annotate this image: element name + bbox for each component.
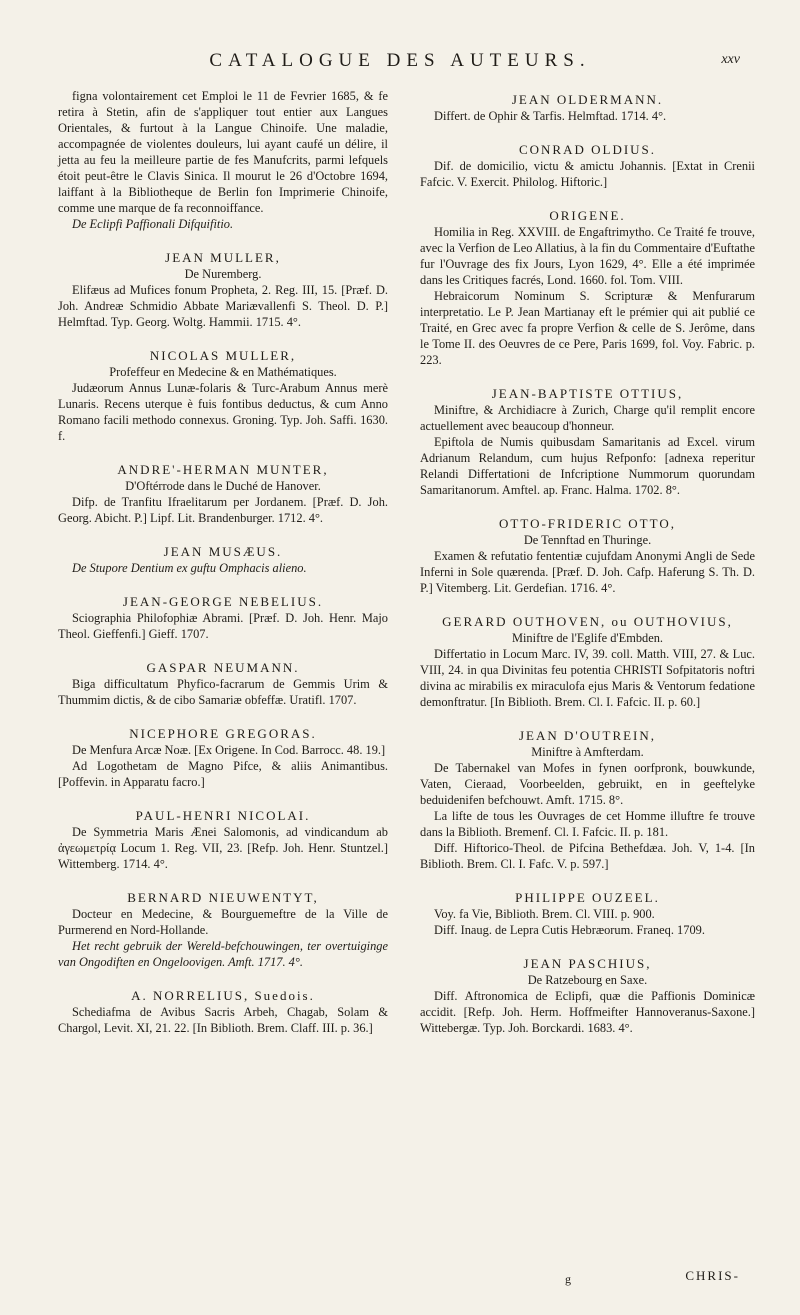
author-heading: JEAN PASCHIUS, [523,956,652,971]
bibliography-entry: La lifte de tous les Ouvrages de cet Homme illuftre fe trouve dans la Biblioth. Bremenf. Cl. I. Fafcic. II. p. 181. [420,809,755,839]
bibliography-entry: Biga difficultatum Phyfico-facrarum de Gemmis Urim & Thummim dictis, & de cibo Samariæ obfeffæ. Uratifl. 1707. [58,677,388,707]
author-heading: ORIGENE. [549,208,626,223]
bibliography-entry: Ad Logothetam de Magno Pifce, & aliis Animantibus. [Poffevin. in Apparatu facro.] [58,759,388,789]
author-heading: JEAN-BAPTISTE OTTIUS, [491,386,684,401]
intro-title: De Eclipfi Paffionali Difquifitio. [72,217,234,231]
bibliography-entry: Elifæus ad Mufices fonum Propheta, 2. Reg. III, 15. [Præf. D. Joh. Andreæ Schmidio Abbate Mariævallenfi S. Theol. D. P.] Helmftad. Typ. Georg. Woltg. Hammii. 1715. 4°. [58,283,388,329]
bibliography-entry: De Menfura Arcæ Noæ. [Ex Origene. In Cod. Barrocc. 48. 19.] [72,743,386,757]
page-number: xxv [721,52,740,67]
author-subheading: Miniftre de l'Eglife d'Embden. [511,631,664,645]
author-heading: PHILIPPE OUZEEL. [515,890,660,905]
bibliography-entry: De Tabernakel van Mofes in fynen oorfpronk, bouwkunde, Vaten, Cieraad, Voorbeelden, gebruikt, en in geeftelyke beduidenifen befchouwt. Amft. 1715. 8°. [420,761,755,807]
author-heading: JEAN MUSÆUS. [163,544,283,559]
bibliography-entry: Sciographia Philofophiæ Abrami. [Præf. D. Joh. Henr. Majo Theol. Gieffenfi.] Gieff. 1707. [58,611,388,641]
author-heading: GERARD OUTHOVEN, ou OUTHOVIUS, [442,614,733,629]
author-heading: JEAN D'OUTREIN, [518,728,657,743]
bibliography-entry: Examen & refutatio fententiæ cujufdam Anonymi Angli de Sede Inferni in Sole quærenda. [Præf. D. Joh. Cafp. Haferung S. Th. D. P.] Vitemberg. Lit. Gerdefian. 1716. 4°. [420,549,755,595]
author-heading: NICEPHORE GREGORAS. [129,726,317,741]
bibliography-entry: Dif. de domicilio, victu & amictu Johannis. [Extat in Crenii Fafcic. V. Exercit. Philolog. Hiftoric.] [420,159,755,189]
author-subheading: D'Oftérrode dans le Duché de Hanover. [125,479,321,493]
author-heading: OTTO-FRIDERIC OTTO, [499,516,676,531]
bibliography-entry: Voy. fa Vie, Biblioth. Brem. Cl. VIII. p. 900. [434,907,655,921]
author-subheading: De Ratzebourg en Saxe. [527,973,648,987]
bibliography-entry: Het recht gebruik der Wereld-befchouwingen, ter overtuiginge van Ongodiften en Ongeloovigen. Amft. 1717. 4°. [58,939,388,969]
author-heading: PAUL-HENRI NICOLAI. [135,808,311,823]
bibliography-entry: Diff. Aftronomica de Eclipfi, quæ die Paffionis Dominicæ accidit. [Refp. Joh. Herm. Hoffmeifter Hannoveranus-Saxone.] Wittebergæ. Typ. Joh. Borckardi. 1683. 4°. [420,989,755,1035]
bibliography-entry: Differt. de Ophir & Tarfis. Helmftad. 1714. 4°. [434,109,667,123]
bibliography-entry: Schediafma de Avibus Sacris Arbeh, Chagab, Solam & Chargol, Levit. XI, 21. 22. [In Biblioth. Brem. Claff. III. p. 36.] [58,1005,388,1035]
bibliography-entry: Diff. Inaug. de Lepra Cutis Hebræorum. Franeq. 1709. [434,923,705,937]
author-heading: JEAN OLDERMANN. [511,92,664,107]
intro-paragraph: figna volontairement cet Emploi le 11 de Fevrier 1685, & fe retira à Stetin, afin de s'appliquer tout entier aux Langues Orientales, & furtout à la Langue Chinoife. Une maladie, accompagnée de violentes douleurs, lui ayant caufé un délire, il jetta au feu la meilleure partie de fes Manufcrits, parmi lefquels étoit peut-être le Clavis Sinica. Il mourut le 26 d'Octobre 1694, laiffant à la Bibliotheque de Berlin fon Imprimerie Chinoife, comme une marque de fa reconnoiffance. [58,89,388,215]
running-title: CATALOGUE DES AUTEURS. [209,50,591,71]
author-heading: JEAN-GEORGE NEBELIUS. [122,594,324,609]
author-heading: JEAN MULLER, [165,250,281,265]
author-heading: CONRAD OLDIUS. [518,142,657,157]
signature-mark: g [565,1272,571,1286]
bibliography-entry: Homilia in Reg. XXVIII. de Engaftrimytho. Ce Traité fe trouve, avec la Verfion de Leo Allatius, à la fin du Commentaire d'Euftathe fur l'Ouvrage des fix Jours, Lyon 1629, 4°. Elle a été imprimée dans les Critiques facrés, Lond. 1660. fol. Tom. VIII. [420,225,755,287]
bibliography-entry: De Symmetria Maris Ænei Salomonis, ad vindicandum ab ἀγεωμετρίᾳ Locum 1. Reg. VII, 23. [Refp. Joh. Henr. Stuntzel.] Wittemberg. 1714. 4°. [58,825,388,871]
author-subheading: Miniftre, & Archidiacre à Zurich, Charge qu'il remplit encore actuellement avec beaucoup d'honneur. [420,403,755,433]
bibliography-entry: Epiftola de Numis quibusdam Samaritanis ad Excel. virum Adrianum Relandum, cum hujus Refponfo: [adnexa reperitur Relandi Differtationi de Infcriptione Nummorum quorundam Samaritanorum. Amftel. ap. Franc. Halma. 1702. 8°. [420,435,755,497]
bibliography-entry: Hebraicorum Nominum S. Scripturæ & Menfurarum interpretatio. Le P. Jean Martianay eft le prémier qui ait publié ce Traité, en Grec avec fa propre Verfion & celle de S. Jerôme, dans le Tome II. des Oeuvres de ce Pere, Paris 1699, fol. Voy. Fabric. p. 223. [420,289,755,367]
author-heading: GASPAR NEUMANN. [146,660,300,675]
bibliography-entry: Diff. Hiftorico-Theol. de Pifcina Bethefdæa. Joh. V, 1-4. [In Biblioth. Brem. Cl. I. Fafc. V. p. 597.] [420,841,755,871]
bibliography-entry: Differtatio in Locum Marc. IV, 39. coll. Matth. VIII, 27. & Luc. VIII, 24. in qua Divinitas feu potentia CHRISTI Sofpitatoris noftri divina ac mirabilis ex miraculofa ejus Maris & Ventorum fedatione demonftratur. [In Biblioth. Brem. Cl. I. Fafcic. II. p. 60.] [420,647,755,709]
author-heading: ANDRE'-HERMAN MUNTER, [117,462,329,477]
catchword: CHRIS- [685,1268,740,1283]
author-subheading: Miniftre à Amfterdam. [531,745,644,759]
author-heading: NICOLAS MULLER, [149,348,297,363]
author-subheading: De Tennftad en Thuringe. [523,533,652,547]
author-subheading: Profeffeur en Medecine & en Mathématiques. [109,365,337,379]
page-header [0,50,800,90]
author-heading: A. NORRELIUS, Suedois. [131,988,315,1003]
bibliography-entry: De Stupore Dentium ex guftu Omphacis alieno. [72,561,307,575]
author-heading: BERNARD NIEUWENTYT, [127,890,319,905]
left-column [58,88,388,1036]
right-column [420,88,755,1036]
author-subheading: De Nuremberg. [184,267,262,281]
bibliography-entry: Difp. de Tranfitu Ifraelitarum per Jordanem. [Præf. D. Joh. Georg. Abicht. P.] Lipf. Lit. Brandenburger. 1712. 4°. [58,495,388,525]
bibliography-entry: Judæorum Annus Lunæ-folaris & Turc-Arabum Annus merè Lunaris. Recens uterque è fuis fontibus deductus, & cum Anno Romano facili methodo connexus. Groning. Typ. Joh. Saffi. 1630. f. [58,381,388,443]
author-subheading: Docteur en Medecine, & Bourguemeftre de la Ville de Purmerend en Nord-Hollande. [58,907,388,937]
